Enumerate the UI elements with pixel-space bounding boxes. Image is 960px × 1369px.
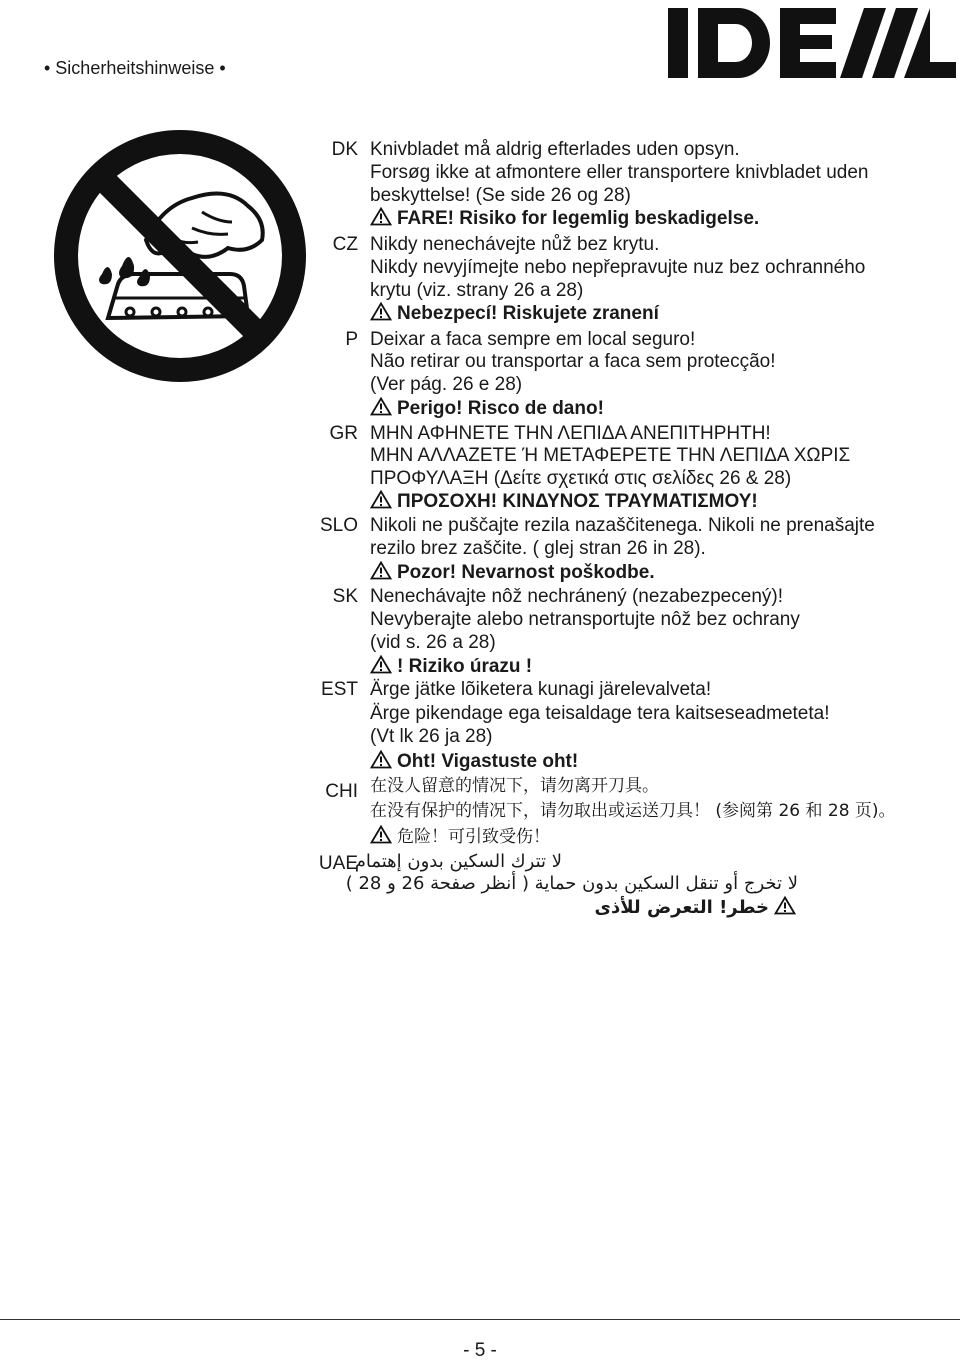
text-line: (Vt lk 26 ja 28) xyxy=(370,726,493,747)
no-touch-blade-icon xyxy=(52,128,308,384)
warning-text: FARE! Risiko for legemlig beskadigelse. xyxy=(397,208,760,229)
warning-line xyxy=(595,896,796,920)
text-line: beskyttelse! (Se side 26 og 28) xyxy=(370,185,631,206)
brand-logo xyxy=(668,4,956,84)
warning-text: Nebezpecí! Riskujete zranení xyxy=(397,303,659,324)
warning-text: 危险！可引致受伤！ xyxy=(397,827,550,847)
text-line: Knivbladet må aldrig efterlades uden opsyn. xyxy=(370,139,740,160)
text-line: Ärge jätke lõiketera kunagi järelevalveta! xyxy=(370,679,712,700)
warning-line xyxy=(370,490,758,514)
warning-triangle-icon xyxy=(370,561,392,580)
text-line: rezilo brez zaščite. ( glej stran 26 in 28). xyxy=(370,538,706,559)
warning-triangle-icon xyxy=(370,207,392,226)
warning-text: Pozor! Nevarnost poškodbe. xyxy=(397,562,655,583)
language-code-sk: SK xyxy=(332,586,358,607)
text-line: Ärge pikendage ega teisaldage tera kaitseseadmeteta! xyxy=(370,703,830,724)
warning-text: Oht! Vigastuste oht! xyxy=(397,751,579,772)
text-line: لا تترك السكين بدون إهتمام xyxy=(354,851,562,872)
text-line: krytu (viz. strany 26 a 28) xyxy=(370,280,584,301)
warning-text: ! Riziko úrazu ! xyxy=(397,656,533,677)
warning-triangle-icon xyxy=(370,825,392,844)
warning-triangle-icon xyxy=(370,397,392,416)
warning-triangle-icon xyxy=(774,896,796,915)
text-line: Deixar a faca sempre em local seguro! xyxy=(370,329,696,350)
language-code-cz: CZ xyxy=(332,234,358,255)
warning-text: ΠΡΟΣΟΧΗ! ΚΙΝΔΥΝΟΣ ΤΡΑΥΜΑΤΙΣΜΟΥ! xyxy=(397,491,758,512)
warning-text: خطر! التعرض للأذى xyxy=(594,897,769,918)
language-code-p: P xyxy=(345,329,358,350)
section-title: • Sicherheitshinweise • xyxy=(44,58,226,78)
text-line: ΠΡΟΦΥΛΑΞΗ (Δείτε σχετικά στις σελίδες 26 & 28) xyxy=(370,468,792,489)
language-code-gr: GR xyxy=(329,423,358,444)
text-line: Não retirar ou transportar a faca sem protecção! xyxy=(370,351,776,372)
text-line: (vid s. 26 a 28) xyxy=(370,632,496,653)
warning-triangle-icon xyxy=(370,655,392,674)
text-line: 在没人留意的情况下，请勿离开刀具。 xyxy=(370,776,659,796)
text-line: Nenechávajte nôž nechránený (nezabezpecený)! xyxy=(370,586,783,607)
text-line: 在没有保护的情况下，请勿取出或运送刀具！ (参阅第 26 和 28 页)。 xyxy=(370,801,896,821)
footer-divider xyxy=(0,1319,960,1320)
warning-triangle-icon xyxy=(370,302,392,321)
text-line: Nikdy nenechávejte nůž bez krytu. xyxy=(370,234,660,255)
warning-line xyxy=(370,207,759,231)
warning-text: Perigo! Risco de dano! xyxy=(397,398,604,419)
warning-triangle-icon xyxy=(370,750,392,769)
warning-line xyxy=(370,750,578,774)
language-code-slo: SLO xyxy=(319,515,358,536)
language-code-chi: CHI xyxy=(325,781,358,802)
text-line: ΜΗΝ ΑΦΗΝΕΤΕ ΤΗΝ ΛΕΠΙΔΑ ΑΝΕΠΙΤΗΡΗΤΗ! xyxy=(370,423,771,444)
warning-line xyxy=(370,825,550,849)
warning-line xyxy=(370,397,604,421)
text-line: Forsøg ikke at afmontere eller transportere knivbladet uden xyxy=(370,162,869,183)
text-line: Nevyberajte alebo netransportujte nôž bez ochrany xyxy=(370,609,800,630)
warning-line xyxy=(370,561,655,585)
page-number: - 5 - xyxy=(463,1340,497,1361)
text-line: Nikoli ne puščajte rezila nazaščitenega. Nikoli ne prenašajte xyxy=(370,515,875,536)
text-line: Nikdy nevyjímejte nebo nepřepravujte nuz bez ochranného xyxy=(370,257,866,278)
language-code-est: EST xyxy=(321,679,358,700)
text-line: ΜΗΝ ΑΛΛΑΖΕΤΕ Ή ΜΕΤΑΦΕΡΕΤΕ ΤΗΝ ΛΕΠΙΔΑ ΧΩΡΙΣ xyxy=(370,445,851,466)
warning-line xyxy=(370,302,659,326)
warning-line xyxy=(370,655,532,679)
text-line: لا تخرج أو تنقل السكين بدون حماية ( أنظر صفحة 26 و 28 ) xyxy=(345,873,798,894)
text-line: (Ver pág. 26 e 28) xyxy=(370,374,523,395)
language-code-uae: UAE xyxy=(318,853,358,874)
warning-triangle-icon xyxy=(370,490,392,509)
language-code-dk: DK xyxy=(331,139,358,160)
